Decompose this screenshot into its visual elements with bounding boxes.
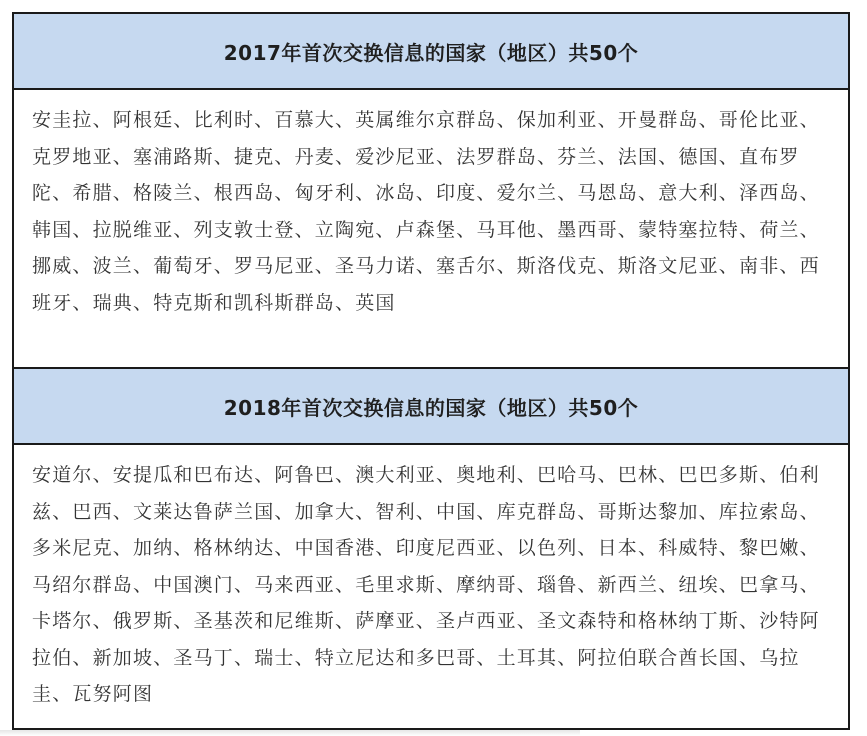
info-exchange-table bbox=[12, 12, 850, 730]
section-2017-title: 2017年首次交换信息的国家（地区）共50个 bbox=[14, 14, 848, 90]
section-2017-country-list: 安圭拉、阿根廷、比利时、百慕大、英属维尔京群岛、保加利亚、开曼群岛、哥伦比亚、克罗地亚、塞浦路斯、捷克、丹麦、爱沙尼亚、法罗群岛、芬兰、法国、德国、直布罗陀、希腊、格陵兰、根西岛、匈牙利、冰岛、印度、爱尔兰、马恩岛、意大利、泽西岛、韩国、拉脱维亚、列支敦士登、立陶宛、卢森堡、马耳他、墨西哥、蒙特塞拉特、荷兰、挪威、波兰、葡萄牙、罗马尼亚、圣马力诺、塞舌尔、斯洛伐克、斯洛文尼亚、南非、西班牙、瑞典、特克斯和凯科斯群岛、英国 bbox=[14, 90, 848, 369]
section-2018-country-list: 安道尔、安提瓜和巴布达、阿鲁巴、澳大利亚、奥地利、巴哈马、巴林、巴巴多斯、伯利兹、巴西、文莱达鲁萨兰国、加拿大、智利、中国、库克群岛、哥斯达黎加、库拉索岛、多米尼克、加纳、格林纳达、中国香港、印度尼西亚、以色列、日本、科威特、黎巴嫩、马绍尔群岛、中国澳门、马来西亚、毛里求斯、摩纳哥、瑙鲁、新西兰、纽埃、巴拿马、卡塔尔、俄罗斯、圣基茨和尼维斯、萨摩亚、圣卢西亚、圣文森特和格林纳丁斯、沙特阿拉伯、新加坡、圣马丁、瑞士、特立尼达和多巴哥、土耳其、阿拉伯联合酋长国、乌拉圭、瓦努阿图 bbox=[32, 464, 820, 705]
bottom-divider bbox=[0, 730, 580, 736]
section-2018-title: 2018年首次交换信息的国家（地区）共50个 bbox=[14, 369, 848, 445]
